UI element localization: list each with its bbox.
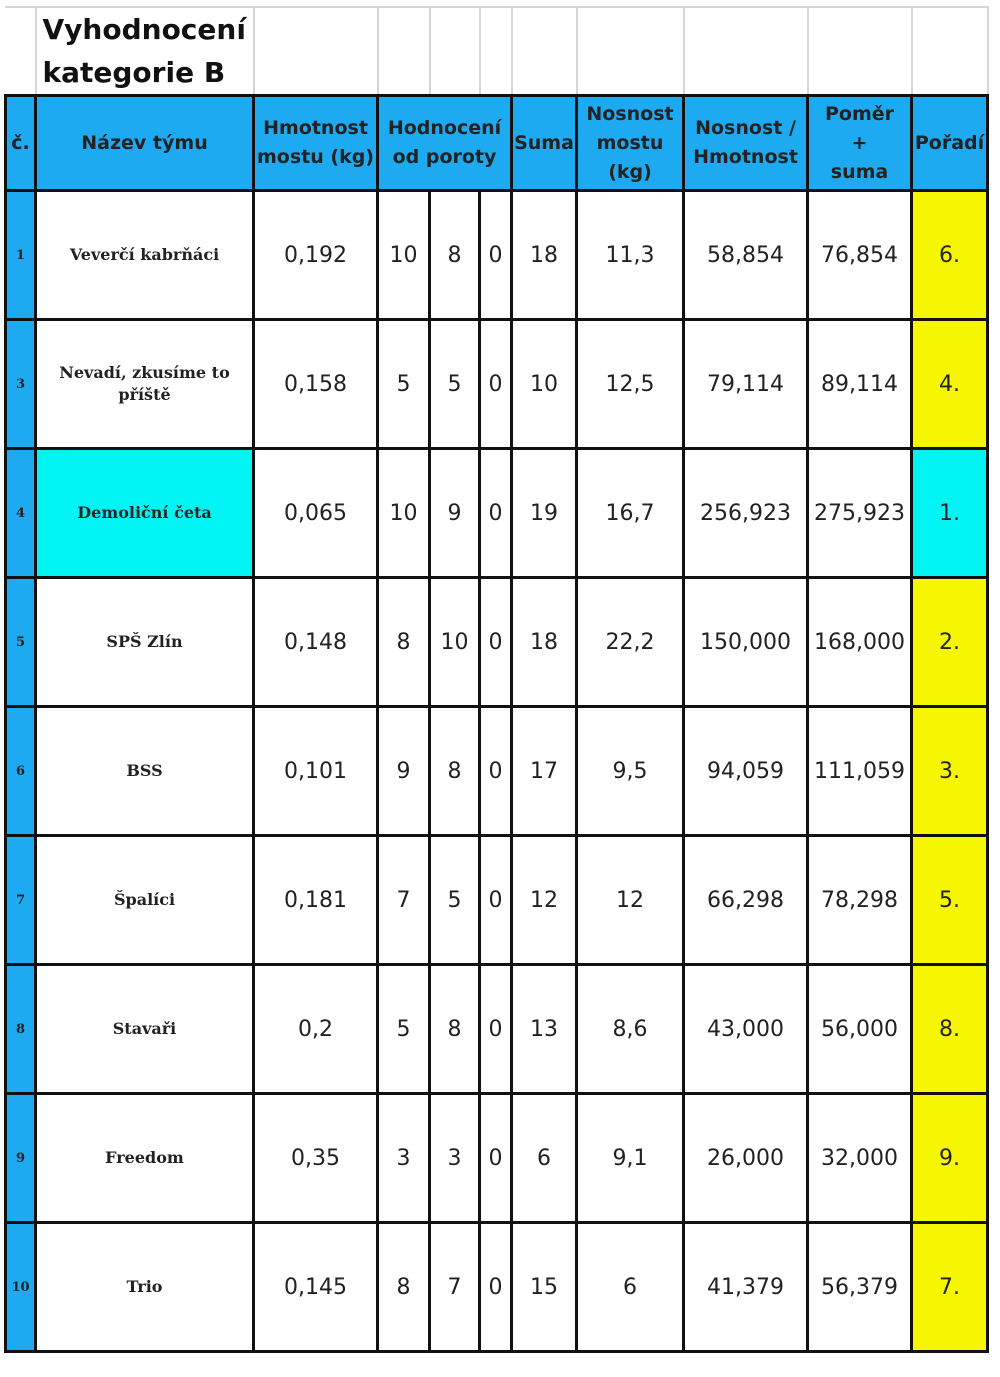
jury-score-1: 7: [378, 836, 430, 965]
header-mass-line: mostu (kg): [257, 146, 374, 168]
mass-value: 0,181: [254, 836, 378, 965]
ratio-value: 43,000: [684, 965, 808, 1094]
table-row: [6, 578, 988, 707]
mass-value: 0,101: [254, 707, 378, 836]
team-name: [36, 965, 254, 1094]
ratio-value: 26,000: [684, 1094, 808, 1223]
jury-score-1: 8: [378, 1223, 430, 1352]
jury-score-2: 8: [430, 191, 480, 320]
capacity-value: 12: [577, 836, 684, 965]
team-name: [36, 1223, 254, 1352]
jury-score-2: 5: [430, 836, 480, 965]
empty-cell: [808, 7, 912, 96]
header-ratio-line: Hmotnost: [693, 146, 798, 168]
mass-value: 0,158: [254, 320, 378, 449]
header-ratio: [684, 96, 808, 191]
header-capacity-line: Nosnost: [586, 102, 674, 125]
header-num: č.: [6, 96, 36, 191]
table-row: [6, 1094, 988, 1223]
row-number: 6: [6, 707, 36, 836]
rank-value: 5.: [912, 836, 988, 965]
team-name-line: Veverčí kabrňáci: [69, 245, 220, 264]
ratio-sum-value: 78,298: [808, 836, 912, 965]
rank-value: 7.: [912, 1223, 988, 1352]
ratio-sum-value: 32,000: [808, 1094, 912, 1223]
jury-score-2: 9: [430, 449, 480, 578]
jury-score-2: 7: [430, 1223, 480, 1352]
ratio-value: 41,379: [684, 1223, 808, 1352]
capacity-value: 11,3: [577, 191, 684, 320]
header-jury-line: Hodnocení: [387, 117, 502, 139]
mass-value: 0,192: [254, 191, 378, 320]
ratio-sum-value: 56,000: [808, 965, 912, 1094]
row-number: 9: [6, 1094, 36, 1223]
jury-score-2: 8: [430, 965, 480, 1094]
ratio-value: 66,298: [684, 836, 808, 965]
header-row: [6, 96, 988, 191]
title-line-2: kategorie B: [42, 56, 226, 89]
jury-score-3: 0: [480, 320, 512, 449]
empty-cell: [912, 7, 988, 96]
title-line-1: Vyhodnocení: [42, 13, 246, 46]
capacity-value: 9,1: [577, 1094, 684, 1223]
team-name: [36, 1094, 254, 1223]
rank-value: 2.: [912, 578, 988, 707]
mass-value: 0,2: [254, 965, 378, 1094]
jury-score-3: 0: [480, 449, 512, 578]
jury-score-3: 0: [480, 836, 512, 965]
capacity-value: 12,5: [577, 320, 684, 449]
capacity-value: 16,7: [577, 449, 684, 578]
ratio-value: 150,000: [684, 578, 808, 707]
row-number: 8: [6, 965, 36, 1094]
header-mass-line: Hmotnost: [263, 117, 368, 139]
ratio-value: 256,923: [684, 449, 808, 578]
mass-value: 0,065: [254, 449, 378, 578]
team-name: [36, 707, 254, 836]
row-number: 4: [6, 449, 36, 578]
jury-score-3: 0: [480, 191, 512, 320]
ratio-value: 94,059: [684, 707, 808, 836]
capacity-value: 6: [577, 1223, 684, 1352]
jury-score-2: 3: [430, 1094, 480, 1223]
header-capacity: [577, 96, 684, 191]
jury-score-1: 10: [378, 191, 430, 320]
sheet-title: [36, 7, 254, 96]
jury-score-1: 5: [378, 965, 430, 1094]
team-name-line: BSS: [126, 761, 163, 780]
team-name-line: Freedom: [105, 1148, 184, 1167]
team-name-line: Špalíci: [113, 890, 176, 909]
team-name-line: Nevadí, zkusíme to: [59, 363, 230, 382]
jury-score-3: 0: [480, 965, 512, 1094]
header-capacity-line: (kg): [608, 160, 652, 183]
empty-cell: [378, 7, 430, 96]
ratio-value: 79,114: [684, 320, 808, 449]
row-number: 3: [6, 320, 36, 449]
sum-value: 13: [512, 965, 577, 1094]
table-row: [6, 836, 988, 965]
jury-score-3: 0: [480, 1094, 512, 1223]
team-name: [36, 836, 254, 965]
empty-cell: [254, 7, 378, 96]
row-number: 1: [6, 191, 36, 320]
team-name-line: příště: [118, 385, 171, 404]
team-name-line: Demoliční četa: [77, 503, 212, 522]
team-name: [36, 449, 254, 578]
jury-score-2: 8: [430, 707, 480, 836]
ratio-sum-value: 275,923: [808, 449, 912, 578]
empty-cell: [577, 7, 684, 96]
rank-value: 8.: [912, 965, 988, 1094]
mass-value: 0,35: [254, 1094, 378, 1223]
ratio-sum-value: 56,379: [808, 1223, 912, 1352]
table-row: [6, 191, 988, 320]
table-row: [6, 449, 988, 578]
results-table: [4, 6, 989, 1353]
empty-cell: [480, 7, 512, 96]
header-ratio-sum: [808, 96, 912, 191]
header-ratio-sum-line: Poměr: [824, 102, 895, 125]
header-team: Název týmu: [36, 96, 254, 191]
ratio-sum-value: 89,114: [808, 320, 912, 449]
header-ratio-sum-line: suma: [830, 160, 889, 183]
ratio-sum-value: 111,059: [808, 707, 912, 836]
rank-value: 6.: [912, 191, 988, 320]
table-row: [6, 707, 988, 836]
row-number: 10: [6, 1223, 36, 1352]
jury-score-1: 10: [378, 449, 430, 578]
title-spacer: [6, 7, 36, 96]
rank-value: 4.: [912, 320, 988, 449]
mass-value: 0,145: [254, 1223, 378, 1352]
jury-score-2: 5: [430, 320, 480, 449]
header-ratio-line: Nosnost /: [695, 117, 796, 139]
table-row: [6, 1223, 988, 1352]
capacity-value: 9,5: [577, 707, 684, 836]
sum-value: 12: [512, 836, 577, 965]
empty-cell: [512, 7, 577, 96]
team-name-line: SPŠ Zlín: [106, 632, 183, 651]
rank-value: 1.: [912, 449, 988, 578]
capacity-value: 22,2: [577, 578, 684, 707]
sum-value: 6: [512, 1094, 577, 1223]
team-name: [36, 578, 254, 707]
table-row: [6, 320, 988, 449]
header-mass: [254, 96, 378, 191]
empty-cell: [684, 7, 808, 96]
sum-value: 15: [512, 1223, 577, 1352]
row-number: 7: [6, 836, 36, 965]
header-rank: Pořadí: [912, 96, 988, 191]
header-sum: Suma: [512, 96, 577, 191]
rank-value: 9.: [912, 1094, 988, 1223]
team-name-line: Trio: [126, 1277, 163, 1296]
team-name: [36, 320, 254, 449]
mass-value: 0,148: [254, 578, 378, 707]
title-row: [6, 7, 988, 96]
jury-score-3: 0: [480, 1223, 512, 1352]
header-capacity-line: mostu: [596, 131, 664, 154]
jury-score-1: 3: [378, 1094, 430, 1223]
header-jury-line: od poroty: [392, 146, 497, 168]
rank-value: 3.: [912, 707, 988, 836]
sum-value: 10: [512, 320, 577, 449]
capacity-value: 8,6: [577, 965, 684, 1094]
sum-value: 18: [512, 191, 577, 320]
sum-value: 19: [512, 449, 577, 578]
sum-value: 17: [512, 707, 577, 836]
sum-value: 18: [512, 578, 577, 707]
jury-score-3: 0: [480, 578, 512, 707]
ratio-value: 58,854: [684, 191, 808, 320]
team-name: [36, 191, 254, 320]
jury-score-1: 5: [378, 320, 430, 449]
table-row: [6, 965, 988, 1094]
ratio-sum-value: 76,854: [808, 191, 912, 320]
ratio-sum-value: 168,000: [808, 578, 912, 707]
empty-cell: [430, 7, 480, 96]
header-ratio-sum-line: +: [851, 131, 868, 154]
team-name-line: Stavaři: [112, 1019, 177, 1038]
jury-score-1: 8: [378, 578, 430, 707]
row-number: 5: [6, 578, 36, 707]
header-jury: [378, 96, 512, 191]
jury-score-1: 9: [378, 707, 430, 836]
jury-score-2: 10: [430, 578, 480, 707]
jury-score-3: 0: [480, 707, 512, 836]
